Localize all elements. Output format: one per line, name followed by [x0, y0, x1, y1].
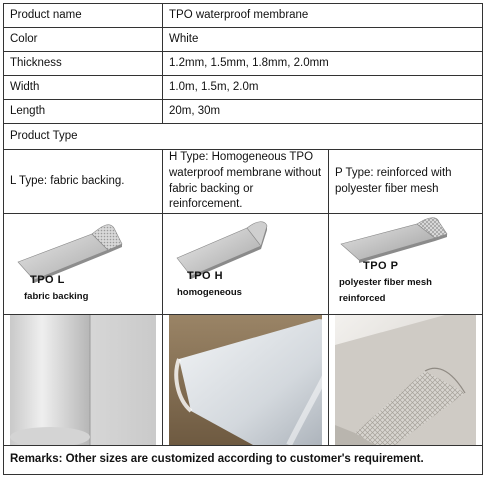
l-diagram-title: TPO L — [30, 274, 65, 286]
row-type-descriptions — [4, 150, 483, 214]
h-type-text-line1: H Type: Homogeneous TPO — [169, 151, 314, 164]
p-type-diagram — [329, 214, 483, 315]
h-type-description — [163, 150, 329, 214]
h-type-diagram — [163, 214, 329, 315]
h-diagram-caption: homogeneous — [177, 287, 242, 298]
l-roll-photo — [10, 315, 156, 445]
product-name-value: TPO waterproof membrane — [163, 4, 483, 28]
length-value: 20m, 30m — [163, 100, 483, 124]
h-sheet-photo — [169, 315, 322, 445]
p-diagram-caption-line2: reinforced — [339, 293, 386, 304]
l-type-diagram — [4, 214, 163, 315]
row-product-name — [4, 4, 483, 28]
product-type-label: Product Type — [4, 124, 483, 150]
h-type-photo — [163, 315, 329, 446]
thickness-label: Thickness — [4, 52, 163, 76]
row-color — [4, 28, 483, 52]
row-length — [4, 100, 483, 124]
thickness-value: 1.2mm, 1.5mm, 1.8mm, 2.0mm — [163, 52, 483, 76]
product-name-label: Product name — [4, 4, 163, 28]
h-diagram-title: TPO H — [187, 270, 224, 282]
l-type-photo — [4, 315, 163, 446]
p-type-description — [329, 150, 483, 214]
p-type-photo — [329, 315, 483, 446]
row-width — [4, 76, 483, 100]
color-label: Color — [4, 28, 163, 52]
color-value: White — [163, 28, 483, 52]
row-remarks — [4, 446, 483, 475]
p-type-text-line2: polyester fiber mesh — [335, 182, 439, 195]
p-type-text-line1: P Type: reinforced with — [335, 166, 452, 179]
remarks-text: Remarks: Other sizes are customized according to customer's requirement. — [4, 446, 483, 475]
row-thickness — [4, 52, 483, 76]
p-diagram-title: TPO P — [363, 260, 399, 272]
row-product-type — [4, 124, 483, 150]
l-type-description — [4, 150, 163, 214]
l-diagram-caption: fabric backing — [24, 291, 89, 302]
h-type-text-line3: fabric backing or reinforcement. — [169, 182, 254, 211]
p-sheet-photo — [335, 315, 476, 445]
l-type-text: L Type: fabric backing. — [10, 174, 125, 187]
length-label: Length — [4, 100, 163, 124]
p-diagram-caption-line1: polyester fiber mesh — [339, 277, 432, 288]
width-value: 1.0m, 1.5m, 2.0m — [163, 76, 483, 100]
width-label: Width — [4, 76, 163, 100]
spec-table — [3, 3, 483, 475]
h-membrane-illustration — [169, 214, 322, 314]
row-product-photos — [4, 315, 483, 446]
row-type-diagrams — [4, 214, 483, 315]
h-type-text-line2: waterproof membrane without — [169, 166, 322, 179]
